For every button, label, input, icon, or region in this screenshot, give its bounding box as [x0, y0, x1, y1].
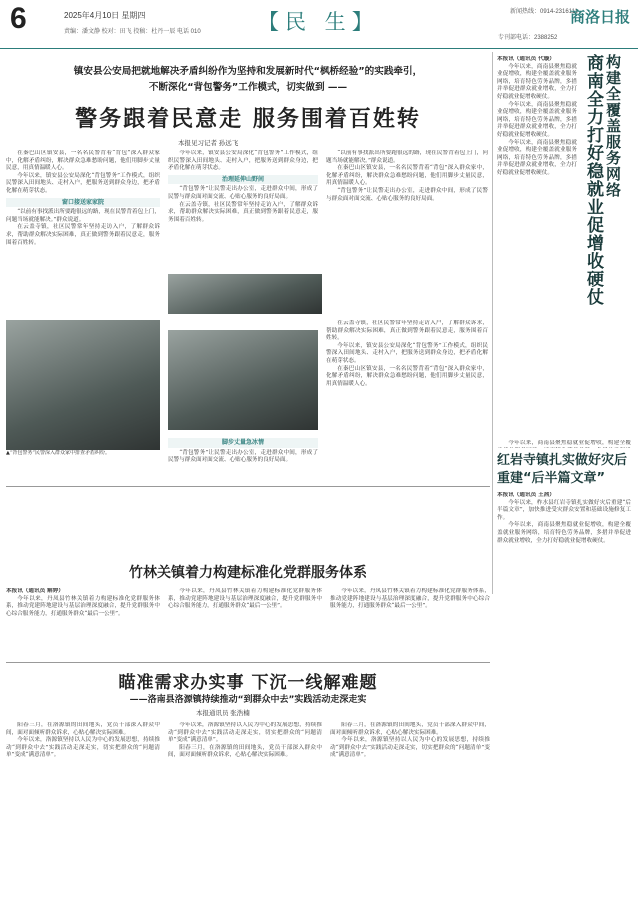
story-2-byline: 本报讯（通讯员 解婷）: [6, 588, 64, 594]
main-column-5: [168, 436, 318, 480]
paragraph: 今年以来，镇安县公安局深化“背包警务”工作模式，组织民警深入田间地头、走村入户，把服务送到群众身边，把矛盾化解在萌芽状态。: [168, 150, 318, 172]
paragraph: 在秦巴山区镇安县，一名名民警背着“背包”深入群众家中，化解矛盾纠纷，解决群众急难愁盼问题，他们用脚步丈量民意，用真情温暖人心。: [326, 165, 488, 187]
page-number: 6: [10, 2, 27, 35]
paragraph: 今年以来，商南县聚焦稳就业促增收，构建全覆盖就业服务网络，培育特色劳务品牌，多措并举促进群众就业增收，全力打好稳就业促增收硬仗。: [497, 522, 631, 544]
main-column-2: [168, 150, 318, 270]
right-second-body: [497, 492, 631, 592]
paragraph: 今年以来，镇安县公安局深化“背包警务”工作模式，组织民警深入田间地头、走村入户，把服务送到群众身边，把矛盾化解在萌芽状态。: [6, 172, 160, 194]
paragraph: 今年以来，商南县聚焦稳就业促增收，构建全覆盖就业服务网络，培育特色劳务品牌，多措并举促进群众就业增收，全力打好稳就业促增收硬仗。: [497, 139, 577, 176]
main-kicker: [6, 64, 490, 96]
paragraph: 阳春三月，在洛源镇的田间地头，党员干部深入群众中间，面对面倾听群众诉求，心贴心解决实际困难。: [6, 722, 160, 736]
story-2-column-1: [6, 588, 160, 658]
paragraph: 阳春三月，在洛源镇的田间地头，党员干部深入群众中间，面对面倾听群众诉求，心贴心解决实际困难。: [330, 722, 490, 736]
story-3: [6, 664, 490, 909]
paragraph: 今年以来，丹凤县竹林关镇着力构建标准化党群服务体系，推动党建阵地建设与基层治理深度融合，提升党群服务中心综合服务能力，打通服务群众“最后一公里”。: [6, 595, 160, 617]
divider: [6, 662, 490, 663]
paragraph: 今年以来，商南县聚焦稳就业促增收，构建全覆: [508, 440, 631, 446]
paragraph: 在云盖寺镇，社区民警常年坚持走访入户，了解群众诉求，帮助群众解决实际困难，真正做到警务跟着民意走，服务围着百姓转。: [326, 320, 488, 342]
section-name: 民 生: [285, 10, 352, 34]
paragraph: 在云盖寺镇，社区民警常年坚持走访入户，了解群众诉求，帮助群众解决实际困难，真正做到警务跟着民意走，服务围着百姓转。: [6, 224, 160, 246]
kicker-line-1: 镇安县公安局把就地解决矛盾纠纷作为坚持和发展新时代“枫桥经验”的实践牵引，: [73, 66, 423, 77]
paragraph: “以前有事找派出所要跑很远的路，现在民警背着包上门，问题当场就能解决。”群众说道。: [326, 150, 488, 164]
main-story: [6, 52, 490, 316]
photo-caption: ▲“背包警务”民警深入群众家中排查矛盾纠纷。: [6, 450, 110, 456]
paragraph: 在秦巴山区镇安县，一名名民警背着“背包”深入群众家中，化解矛盾纠纷，解决群众急难愁盼问题，他们用脚步丈量民意，用真情温暖人心。: [326, 365, 488, 387]
right-second-byline: 本报讯（通讯员 王茜）: [497, 492, 555, 498]
paragraph: 在秦巴山区镇安县，一名名民警背着“背包”深入群众家中，化解矛盾纠纷，解决群众急难愁盼问题，他们用脚步丈量民意，用真情温暖人心。: [6, 150, 160, 172]
section-title: 【民 生】: [258, 10, 379, 34]
paragraph: 今年以来，丹凤县竹林关镇着力构建标准化党群服务体系，推动党建阵地建设与基层治理深度融合，提升党群服务中心综合服务能力，打通服务群众“最后一公里”。: [330, 588, 490, 610]
subhead-2: 治理延伸山野间: [168, 175, 318, 185]
paragraph: 今年以来，洛源镇坚持以人民为中心的发展思想，持续推动“到群众中去”实践活动走深走实，切实把群众的“问题清单”变成“满意清单”。: [168, 722, 322, 744]
paragraph: 今年以来，商南县聚焦稳就业促增收，构建全覆盖就业服务网络，培育特色劳务品牌，多措并举促进群众就业增收，全力打好稳就业促增收硬仗。: [497, 63, 577, 100]
story-3-column-2: [168, 722, 322, 907]
issue-date: 2025年4月10日 星期四: [64, 11, 146, 20]
paragraph: “背包警务”让民警走出办公室，走进群众中间，形成了民警与群众面对面交流、心贴心服务的良好局面。: [326, 187, 488, 202]
right-title-top: 构建全覆盖服务网络: [604, 54, 622, 198]
paragraph: 今年以来，镇安县公安局深化“背包警务”工作模式，组织民警深入田间地头、走村入户，把服务送到群众身边，把矛盾化解在萌芽状态。: [326, 342, 488, 364]
story-2-column-3: [330, 588, 490, 658]
story-3-subtitle: ——洛南县洛源镇持续推动“到群众中去”实践活动走深走实: [129, 695, 367, 705]
paragraph: 阳春三月，在洛源镇的田间地头，党员干部深入群众中间，面对面倾听群众诉求，心贴心解决实际困难。: [168, 744, 322, 759]
main-byline: 本报见习记者 孙远飞: [178, 140, 239, 147]
paragraph: “背包警务”让民警走出办公室，走进群众中间，形成了民警与群众面对面交流、心贴心服务的良好局面。: [168, 449, 318, 464]
editor-phone: 专刊部电话：2388252: [498, 35, 558, 41]
story-3-headline: 瞄准需求办实事 下沉一线解难题: [118, 673, 378, 693]
page-header: [0, 0, 638, 49]
story-3-column-3: [330, 722, 490, 907]
paragraph: “背包警务”让民警走出办公室，走进群众中间，形成了民警与群众面对面交流、心贴心服务的良好局面。: [168, 186, 318, 200]
hotline: 新闻热线：0914-2316111: [510, 9, 578, 15]
main-column-4: [6, 320, 160, 480]
main-column-6: [326, 320, 488, 480]
main-photo-3: [168, 330, 318, 430]
kicker-line-2: 不断深化“背包警务”工作模式，切实做到 ——: [148, 82, 348, 93]
paragraph: 今年以来，柞水县红岩寺镇扎实做好灾后重建“后半篇文章”，加快推进受灾群众安置和基础设施修复工作。: [497, 499, 631, 521]
paragraph: 今年以来，丹凤县竹林关镇着力构建标准化党群服务体系，推动党建阵地建设与基层治理深度融合，提升党群服务中心综合服务能力，打通服务群众“最后一公里”。: [168, 588, 322, 610]
subhead-1: 窗口接送家家院: [6, 198, 160, 208]
main-photo-1: [168, 274, 322, 314]
story-2-column-2: [168, 588, 322, 658]
story-2: [6, 562, 490, 662]
right-body: [497, 56, 577, 436]
paragraph: 今年以来，商南县聚焦稳就业促增收，构建全覆盖就业服务网络，培育特色劳务品牌，多措并举促进群众就业增收，全力打好稳就业促增收硬仗。: [497, 101, 577, 138]
main-column-1: [6, 150, 160, 316]
right-title-main: 商南全力打好稳就业促增收硬仗: [583, 54, 603, 306]
main-headline: 警务跟着民意走 服务围着百姓转: [75, 107, 421, 132]
staff-line: 责编：潘文静 校对：田飞 投稿：杜丹一辰 电话 010: [64, 29, 201, 35]
paragraph: “以前有事找派出所要跑很远的路，现在民警背着包上门，问题当场就能解决。”群众说道。: [6, 209, 160, 223]
main-photo-2: [6, 320, 160, 450]
subhead-3: 脚步丈量急冰情: [168, 438, 318, 448]
story-3-byline: 本报通讯员 张浩楠: [196, 710, 250, 717]
main-column-3: [326, 150, 488, 316]
paragraph: 今年以来，洛源镇坚持以人民为中心的发展思想，持续推动“到群众中去”实践活动走深走实，切实把群众的“问题清单”变成“满意清单”。: [330, 737, 490, 759]
story-2-headline: 竹林关镇着力构建标准化党群服务体系: [129, 565, 367, 581]
right-second-title: 红岩寺镇扎实做好灾后重建“后半篇文章”: [497, 453, 628, 486]
story-3-column-1: [6, 722, 160, 907]
divider: [6, 486, 490, 487]
right-body-2: [497, 440, 631, 448]
newspaper-logo: 商洛日报: [569, 8, 630, 26]
right-column: [492, 52, 635, 594]
paragraph: 今年以来，洛源镇坚持以人民为中心的发展思想，持续推动“到群众中去”实践活动走深走实，切实把群众的“问题清单”变成“满意清单”。: [6, 737, 160, 759]
right-byline: 本报讯（通讯员 代璇）: [497, 56, 555, 62]
paragraph: 在云盖寺镇，社区民警常年坚持走访入户，了解群众诉求，帮助群众解决实际困难，真正做到警务跟着民意走，服务围着百姓转。: [168, 201, 318, 223]
